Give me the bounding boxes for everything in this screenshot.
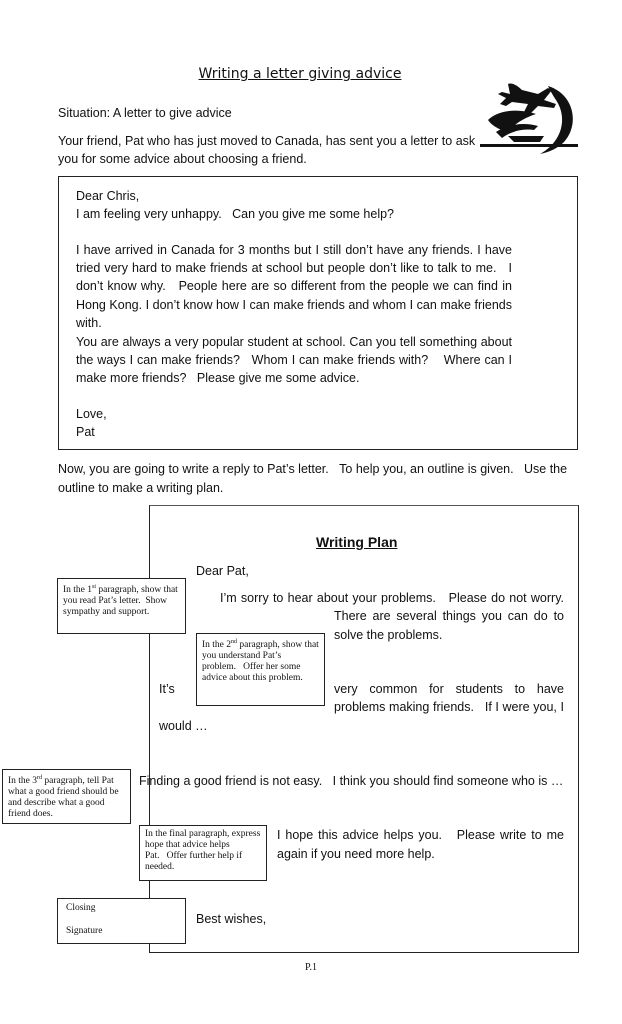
plan-p4-line-1: I hope this advice helps you. Please write to me xyxy=(277,828,564,842)
letter-closing: Love, xyxy=(76,407,107,421)
letter-greeting: Dear Chris, xyxy=(76,189,140,203)
pats-letter xyxy=(58,176,578,450)
page-title: Writing a letter giving advice xyxy=(198,66,402,82)
airplane-globe-logo xyxy=(478,80,580,154)
writing-plan-heading: Writing Plan xyxy=(316,534,398,550)
plan-p2-line-2: problems making friends. If I were you, I xyxy=(334,700,564,714)
plan-p1-line-2: There are several things you can do to xyxy=(334,609,564,623)
instructions-line-2: outline to make a writing plan. xyxy=(58,481,224,495)
plan-p2-line-1: very common for students to have xyxy=(334,682,564,696)
letter-opening: I am feeling very unhappy. Can you give me some help? xyxy=(76,207,394,221)
plan-p2-line-3: would … xyxy=(159,719,208,733)
note-closing-signature xyxy=(57,898,186,944)
plan-p3-line: Finding a good friend is not easy. I think you should find someone who is … xyxy=(139,774,564,788)
note-final-paragraph: In the final paragraph, express hope that advice helps Pat. Offer further help if needed. xyxy=(139,825,267,881)
plan-p1-line-1: I’m sorry to hear about your problems. Please do not worry. xyxy=(220,591,564,605)
plan-greeting: Dear Pat, xyxy=(196,564,249,578)
note-third-paragraph: In the 3rd paragraph, tell Pat what a good friend should be and describe what a good friend does. xyxy=(2,769,131,824)
plan-p2-start: It’s xyxy=(159,682,175,696)
plan-sign-off: Best wishes, xyxy=(196,912,267,926)
situation-line: Situation: A letter to give advice xyxy=(58,106,232,120)
letter-paragraph-1: I have arrived in Canada for 3 months but I still don’t have any friends. I have tried very hard to make friends at school but people don’t like to talk to me. I don’t know why. People here are so different from the people we can find in Hong Kong. I don’t know how I can make friends and whom I can make friends with. xyxy=(76,243,512,330)
note-first-paragraph: In the 1st paragraph, show that you read Pat’s letter. Show sympathy and support. xyxy=(57,578,186,634)
letter-paragraph-2: You are always a very popular student at school. Can you tell something about the ways I can make friends? Whom I can make friends with? Where can I make more friends? Please give me some advice. xyxy=(76,335,512,386)
intro-line-2: you for some advice about choosing a friend. xyxy=(58,152,307,166)
note-closing-label: Closing xyxy=(66,903,96,913)
plan-p1-line-3: solve the problems. xyxy=(334,628,443,642)
plan-p4-line-2: again if you need more help. xyxy=(277,847,435,861)
page-number: P.1 xyxy=(305,962,317,973)
letter-signature: Pat xyxy=(76,425,95,439)
note-second-paragraph: In the 2nd paragraph, show that you understand Pat’s problem. Offer her some advice about this problem. xyxy=(196,633,325,706)
instructions-line-1: Now, you are going to write a reply to Pat’s letter. To help you, an outline is given. Use the xyxy=(58,462,568,476)
intro-line-1: Your friend, Pat who has just moved to Canada, has sent you a letter to ask xyxy=(58,134,476,148)
note-signature-label: Signature xyxy=(66,926,103,936)
